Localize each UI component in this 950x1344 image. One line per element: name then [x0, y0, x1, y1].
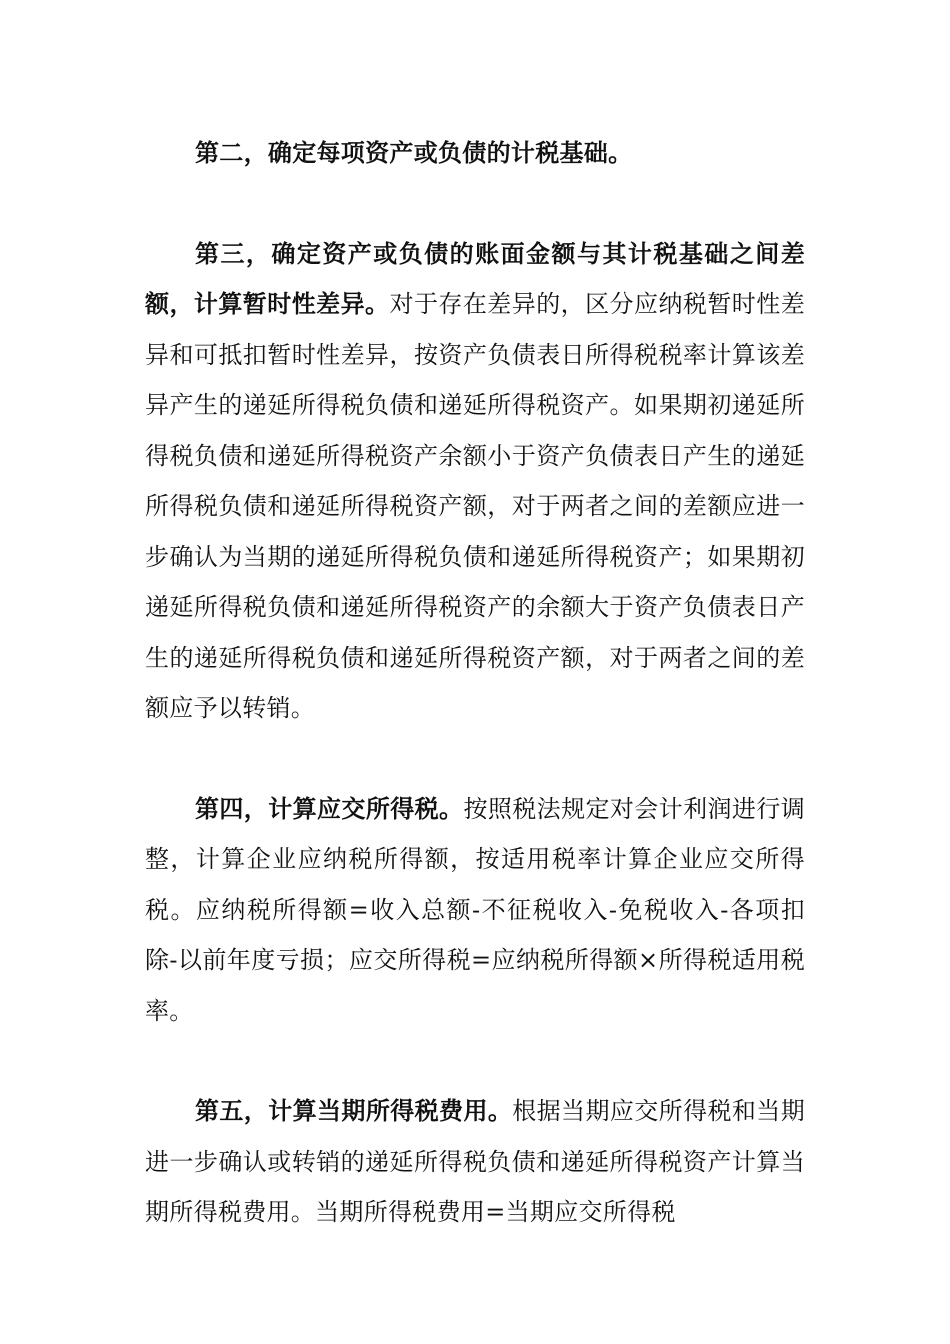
paragraph-step-four [145, 784, 805, 1037]
paragraph-step-five [145, 1086, 805, 1238]
paragraph-heading: 第四，计算应交所得税。 [195, 793, 464, 823]
paragraph-body: 根据当期应交所得税和当期进一步确认或转销的递延所得税负债和递延所得税资产计算当期所得税费用。当期所得税费用=当期应交所得税 [145, 1097, 805, 1226]
paragraph-step-three [145, 229, 805, 734]
paragraph-body: 对于存在差异的，区分应纳税暂时性差异和可抵扣暂时性差异，按资产负债表日所得税税率计算该差异产生的递延所得税负债和递延所得税资产。如果期初递延所得税负债和递延所得税资产余额小于资产负债表日产生的递延所得税负债和递延所得税资产额，对于两者之间的差额应进一步确认为当期的递延所得税负债和递延所得税资产；如果期初递延所得税负债和递延所得税资产的余额大于资产负债表日产生的递延所得税负债和递延所得税资产额，对于两者之间的差额应予以转销。 [145, 290, 805, 722]
paragraph-step-two [145, 128, 805, 179]
paragraph-heading: 第三，确定资产或负债的账面金额与其计税基础之间差额，计算暂时性差异。 [145, 238, 805, 318]
paragraph-heading: 第二，确定每项资产或负债的计税基础。 [195, 138, 633, 167]
paragraph-heading: 第五，计算当期所得税费用。 [195, 1096, 513, 1125]
paragraph-body: 按照税法规定对会计利润进行调整，计算企业应纳税所得额，按适用税率计算企业应交所得税。应纳税所得额=收入总额-不征税收入-免税收入-各项扣除-以前年度亏损；应交所得税=应纳税所得额×所得税适用税率。 [145, 794, 805, 1025]
document-page [145, 128, 805, 1238]
